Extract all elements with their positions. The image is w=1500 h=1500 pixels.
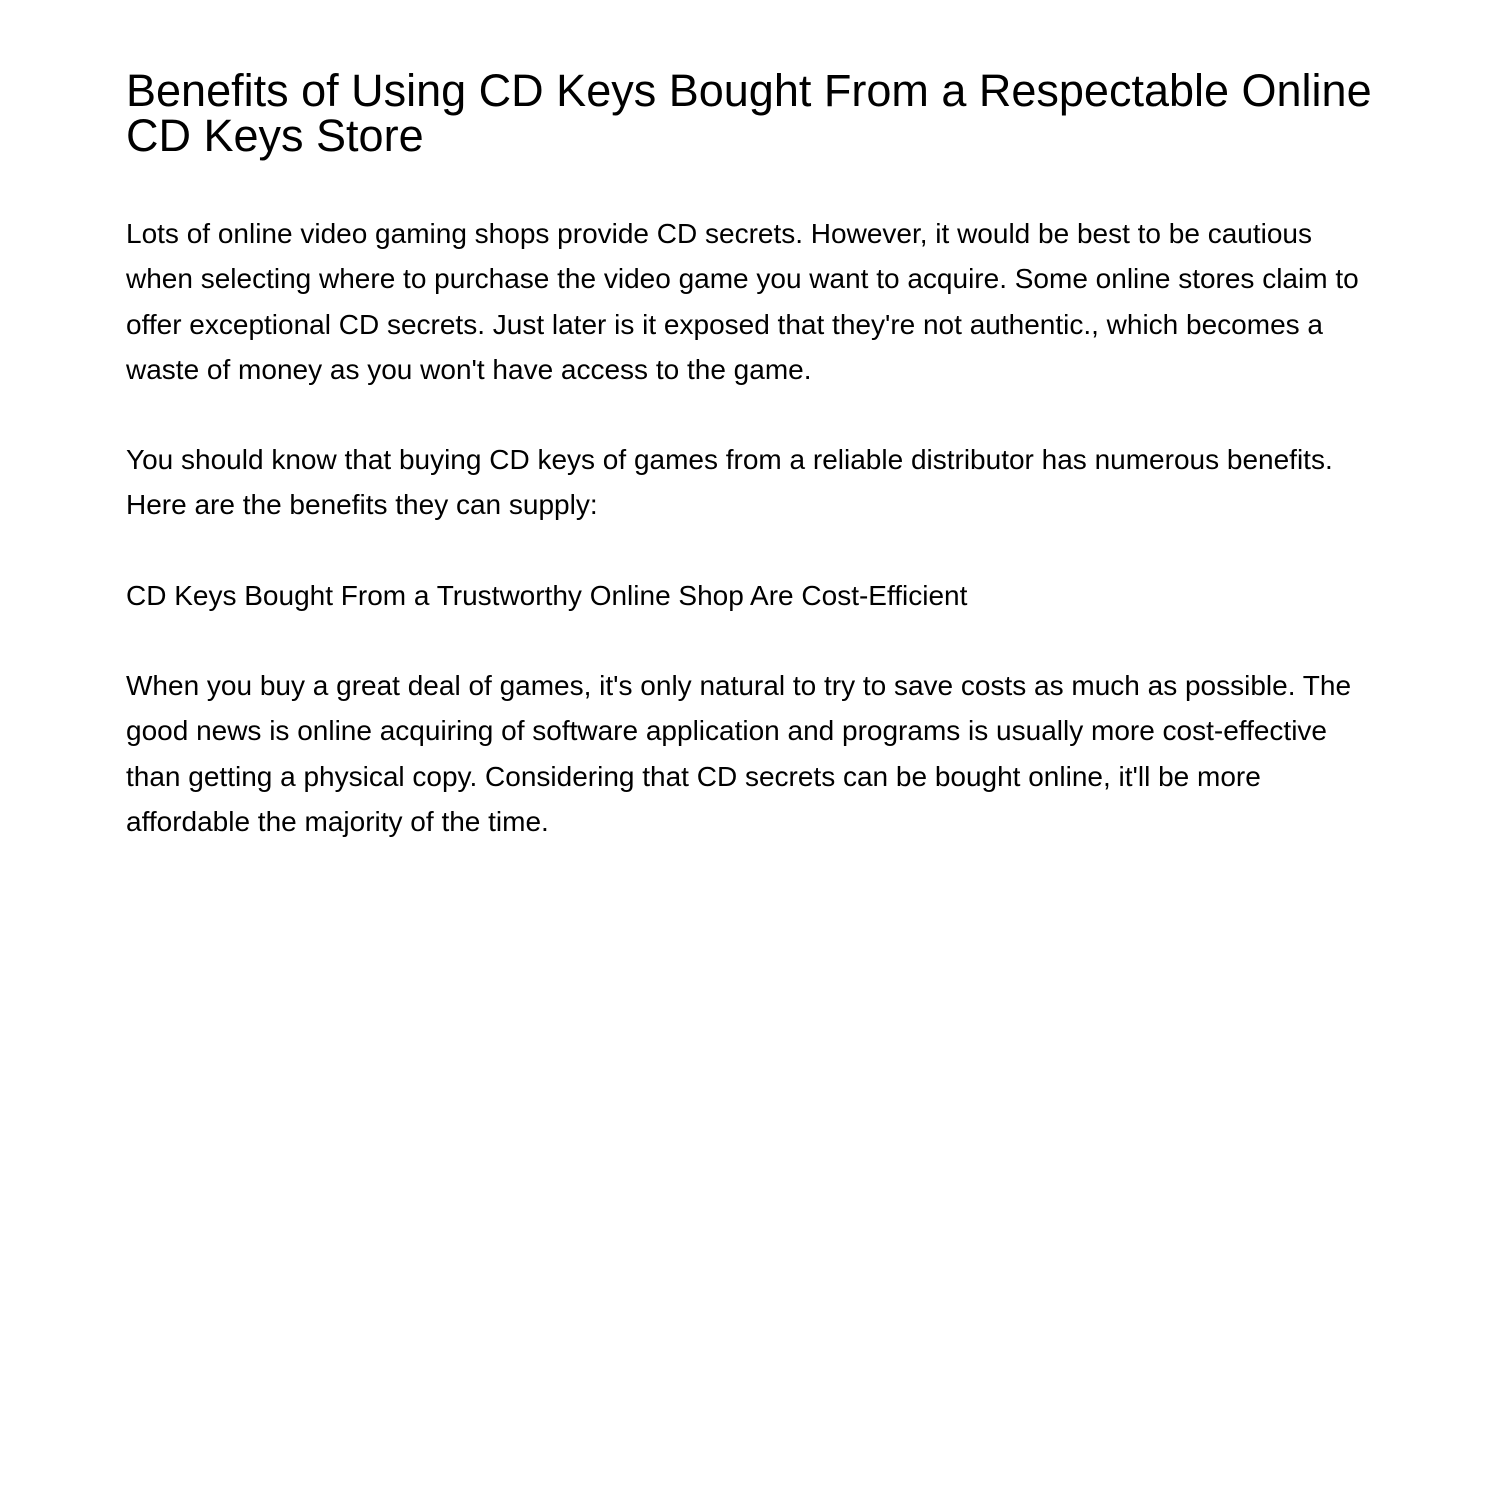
- page-title: Benefits of Using CD Keys Bought From a Respectable Online CD Keys Store: [126, 65, 1372, 161]
- paragraph-benefits-intro: You should know that buying CD keys of games from a reliable distributor has numerous benefits. Here are the benefits they can supply:: [126, 444, 1333, 521]
- section-heading-cost-efficient: CD Keys Bought From a Trustworthy Online Shop Are Cost-Efficient: [126, 579, 968, 611]
- document-page: [126, 65, 1376, 844]
- paragraph-cost-efficient: When you buy a great deal of games, it's only natural to try to save costs as much as possible. The good news is online acquiring of software application and programs is usually more cost-effective than getting a physical copy. Considering that CD secrets can be bought online, it'll be more affordable the majority of the time.: [126, 670, 1352, 837]
- paragraph-intro: Lots of online video gaming shops provide CD secrets. However, it would be best to be cautious when selecting where to purchase the video game you want to acquire. Some online stores claim to offer exceptional CD secrets. Just later is it exposed that they're not authentic., which becomes a waste of money as you won't have access to the game.: [126, 218, 1359, 385]
